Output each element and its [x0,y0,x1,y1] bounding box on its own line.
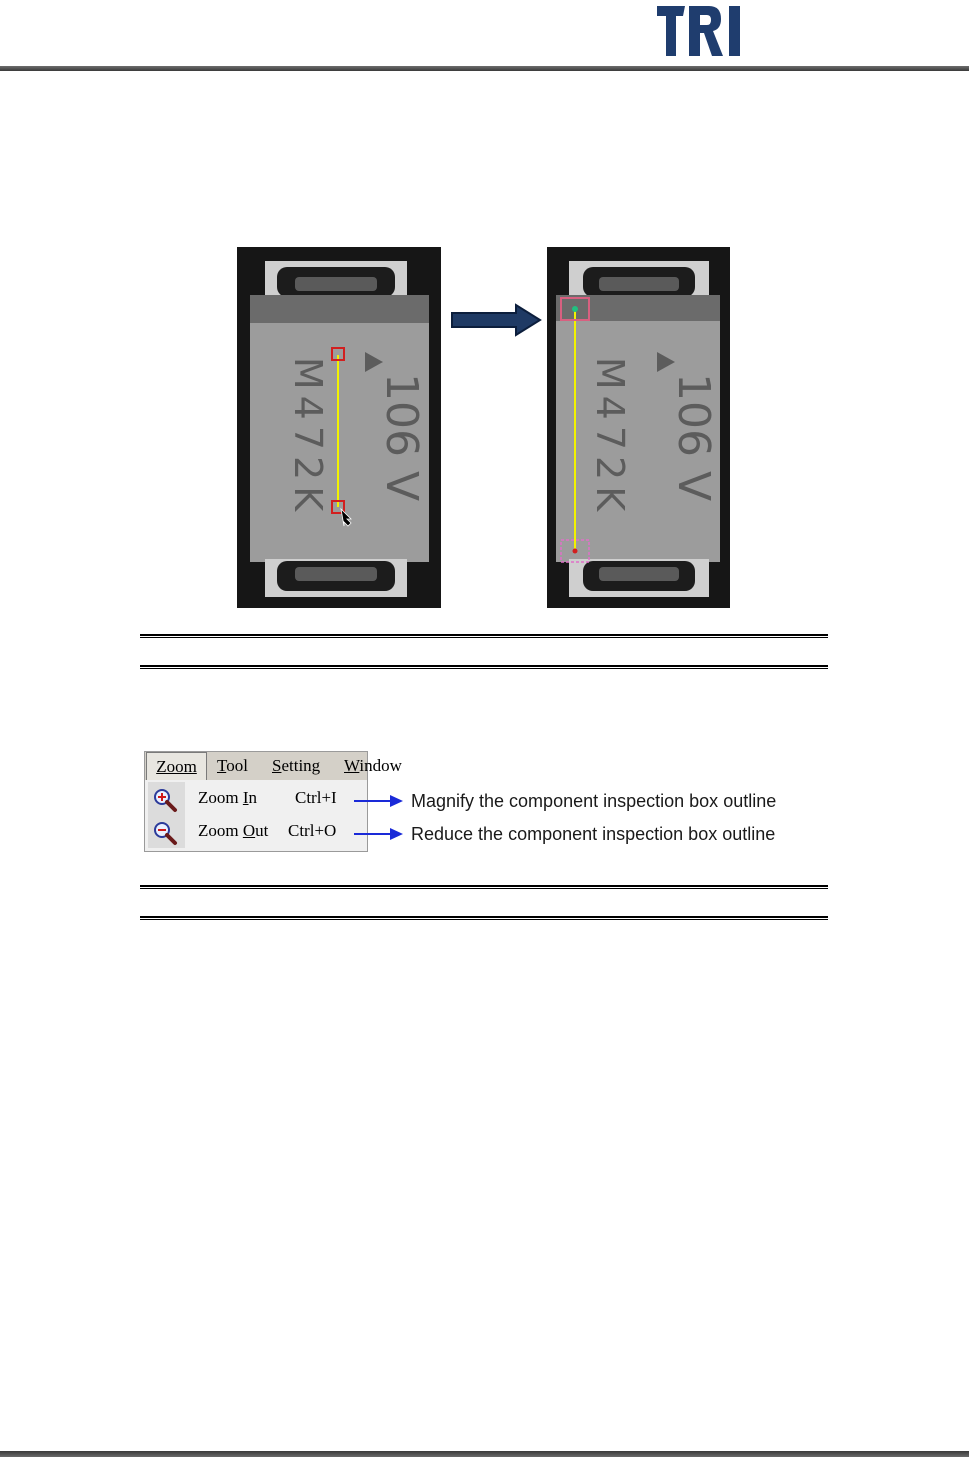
menu-window[interactable]: Window [344,756,402,775]
menu-item-zoom-out[interactable] [145,817,367,849]
zoom-in-icon [153,788,177,812]
component-image-before [237,247,441,608]
section-rule [140,665,828,669]
annotation-arrow-icon [354,827,404,841]
annotation-zoom-in: Magnify the component inspection box outline [411,791,777,811]
component-marking-1-right: 106 V [668,372,719,502]
annotation-arrow-icon [354,794,404,808]
menu-item-shortcut: Ctrl+O [288,821,337,840]
menu-item-zoom-in[interactable] [145,784,367,816]
menu-bar [145,752,402,780]
zoom-out-icon [153,821,177,845]
footer-rule [0,1451,969,1457]
menu-item-label: Zoom Out [198,821,269,840]
zoom-menu-screenshot [144,751,402,852]
menu-item-shortcut: Ctrl+I [295,788,337,807]
section-rule [140,916,828,920]
component-marking-2: M472K [286,356,330,518]
component-marking-2-right: M472K [588,356,632,518]
section-rule [140,885,828,889]
menu-setting[interactable]: Setting [272,756,321,775]
component-image-after [547,247,730,608]
section-rule [140,634,828,638]
tri-logo [655,2,751,58]
menu-tool[interactable]: Tool [217,756,248,775]
annotation-zoom-out: Reduce the component inspection box outline [411,824,776,844]
transition-arrow-icon [450,303,542,337]
component-marking-1: 106 V [376,372,427,502]
menu-zoom[interactable]: Zoom [146,752,207,780]
header-rule [0,66,969,71]
menu-item-label: Zoom In [198,788,258,807]
